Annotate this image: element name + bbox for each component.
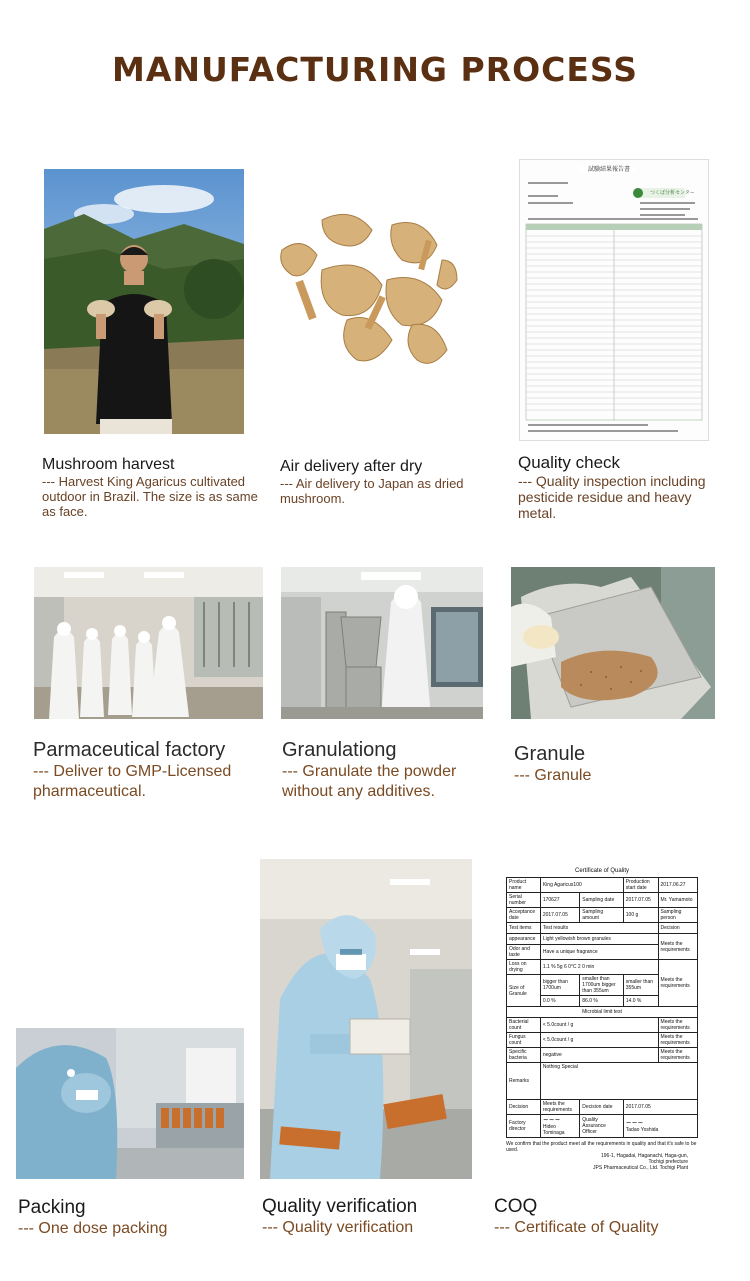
step-description: --- Certificate of Quality bbox=[494, 1219, 659, 1236]
step-caption-3 bbox=[518, 453, 733, 521]
coq-cell: 14.0 % bbox=[623, 996, 658, 1007]
coq-cell: Test items bbox=[507, 923, 541, 934]
report-title: 試験結果報告書 bbox=[588, 166, 631, 173]
coq-cell: Meets the requirements bbox=[658, 934, 697, 960]
coq-cell: Remarks bbox=[507, 1063, 541, 1100]
factory-signature: ~~~ bbox=[542, 1116, 561, 1124]
coq-cell: 86.0 % bbox=[580, 996, 624, 1007]
coq-cell: Serial number bbox=[507, 893, 541, 908]
coq-cell: Sampling date bbox=[580, 893, 624, 908]
coq-cell: Meets the requirements bbox=[658, 1033, 697, 1048]
coq-cell: Nothing Special bbox=[540, 1063, 697, 1100]
coq-cell: Production start date bbox=[623, 878, 658, 893]
coq-address-2: Tochigi prefecture bbox=[648, 1159, 688, 1165]
step-caption-8 bbox=[262, 1195, 482, 1238]
coq-cell: Decision bbox=[658, 923, 697, 934]
coq-cell: Mr. Yamamoto bbox=[658, 893, 697, 908]
step-caption-9 bbox=[494, 1195, 734, 1238]
step-caption-5 bbox=[282, 738, 497, 802]
step-description: --- One dose packing bbox=[18, 1220, 168, 1237]
step-caption-1 bbox=[42, 455, 262, 519]
coq-cell: 2017.07.05 bbox=[623, 893, 658, 908]
coq-cell: Loss on drying bbox=[507, 960, 541, 975]
coq-cell: 0.0 % bbox=[540, 996, 579, 1007]
coq-cell: Size of Granule bbox=[507, 975, 541, 1007]
coq-cell: Specific bacteria bbox=[507, 1048, 541, 1063]
coq-cell: 170627 bbox=[540, 893, 579, 908]
page-title: MANUFACTURING PROCESS bbox=[112, 50, 638, 89]
coq-cell: smaller than 1700um bigger than 355um bbox=[580, 975, 624, 996]
step-caption-4 bbox=[33, 738, 273, 802]
coq-cell: Test results bbox=[540, 923, 658, 934]
coq-cell: Have a unique fragrance bbox=[540, 945, 658, 960]
coq-cell: Meets the requirements bbox=[540, 1100, 579, 1115]
certificate-of-quality-document bbox=[506, 868, 698, 1171]
coq-cell: Bacterial count bbox=[507, 1018, 541, 1033]
report-lab-name: つくば分析センター bbox=[650, 190, 695, 196]
coq-cell: Acceptance date bbox=[507, 908, 541, 923]
step-description: --- Quality verification bbox=[262, 1219, 414, 1236]
coq-cell: appearance bbox=[507, 934, 541, 945]
granulation-photo bbox=[281, 567, 483, 719]
coq-cell: < 5.0count / g bbox=[540, 1033, 658, 1048]
coq-cell: Product name bbox=[507, 878, 541, 893]
step-heading: Parmaceutical factory bbox=[33, 739, 226, 761]
coq-cell bbox=[540, 1115, 579, 1138]
coq-cell: 2017.06.27 bbox=[658, 878, 697, 893]
coq-cell: 1.1 % 5g 6 0°C 2 0 min bbox=[540, 960, 658, 975]
coq-cell: Odor and taste bbox=[507, 945, 541, 960]
dried-mushroom-photo bbox=[262, 200, 472, 390]
step-heading: Air delivery after dry bbox=[280, 458, 423, 475]
step-caption-7 bbox=[18, 1196, 248, 1239]
mushroom-harvest-photo bbox=[44, 169, 244, 434]
step-caption-6 bbox=[514, 742, 714, 786]
coq-cell: Sampling amount bbox=[580, 908, 624, 923]
coq-cell: Decision date bbox=[580, 1100, 624, 1115]
coq-cell: Meets the requirements bbox=[658, 960, 697, 1007]
coq-cell: Factory director bbox=[507, 1115, 541, 1138]
coq-cell: negative bbox=[540, 1048, 658, 1063]
factory-director-name: Hideo Tominaga bbox=[542, 1124, 565, 1136]
granule-photo bbox=[511, 567, 715, 719]
coq-cell: King Agaricus100 bbox=[540, 878, 623, 893]
coq-cell: 2017.07.05 bbox=[623, 1100, 697, 1115]
quality-verification-photo bbox=[260, 859, 472, 1179]
coq-address-1: 196-1, Hagadai, Haganachi, Haga-gun, bbox=[600, 1153, 688, 1159]
coq-cell: smaller than 355um bbox=[623, 975, 658, 996]
coq-company: JPS Pharmaceutical Co., Ltd. Tochigi Plant bbox=[593, 1165, 688, 1171]
step-heading: Granulationg bbox=[282, 739, 397, 761]
step-description: --- Quality inspection including pesticide residue and heavy metal. bbox=[518, 473, 706, 521]
coq-cell: 100 g bbox=[623, 908, 658, 923]
coq-cell: Meets the requirements bbox=[658, 1048, 697, 1063]
pharmaceutical-factory-photo bbox=[34, 567, 263, 719]
packing-photo bbox=[16, 1028, 244, 1179]
qa-officer-name: Tadao Yoshida bbox=[625, 1127, 659, 1133]
coq-cell: Fungus count bbox=[507, 1033, 541, 1048]
coq-cell: Microbial limit test bbox=[507, 1007, 698, 1018]
step-heading: Quality check bbox=[518, 453, 621, 472]
step-caption-2 bbox=[280, 457, 490, 506]
step-heading: Packing bbox=[18, 1197, 86, 1218]
step-description: --- Granule bbox=[514, 767, 592, 784]
coq-cell: < 5.0count / g bbox=[540, 1018, 658, 1033]
coq-cell bbox=[623, 1115, 697, 1138]
step-description: --- Deliver to GMP-Licensed pharmaceutical. bbox=[33, 763, 232, 800]
coq-table bbox=[506, 877, 698, 1138]
coq-confirmation: We confirm that the product meet all the requirements in quality and that it's safe to be used. bbox=[506, 1141, 697, 1153]
coq-cell: 2017.07.05 bbox=[540, 908, 579, 923]
step-heading: Granule bbox=[514, 743, 586, 765]
qa-signature: ~~~ bbox=[625, 1119, 644, 1127]
step-description: --- Air delivery to Japan as dried mushroom. bbox=[280, 476, 464, 506]
step-description: --- Granulate the powder without any additives. bbox=[282, 763, 457, 800]
step-heading: COQ bbox=[494, 1196, 538, 1217]
coq-cell: Decision bbox=[507, 1100, 541, 1115]
coq-cell: Meets the requirements bbox=[658, 1018, 697, 1033]
coq-title: Certificate of Quality bbox=[574, 868, 630, 874]
step-heading: Mushroom harvest bbox=[42, 456, 175, 473]
step-description: --- Harvest King Agaricus cultivated outdoor in Brazil. The size is as same as face. bbox=[42, 474, 258, 519]
test-report-document bbox=[519, 159, 709, 441]
coq-cell: bigger than 1700um bbox=[540, 975, 579, 996]
coq-cell: Light yellowish brown granules bbox=[540, 934, 658, 945]
coq-cell: Sampling person bbox=[658, 908, 697, 923]
step-heading: Quality verification bbox=[262, 1196, 418, 1217]
coq-cell: Quality Assurance Officer bbox=[580, 1115, 624, 1138]
